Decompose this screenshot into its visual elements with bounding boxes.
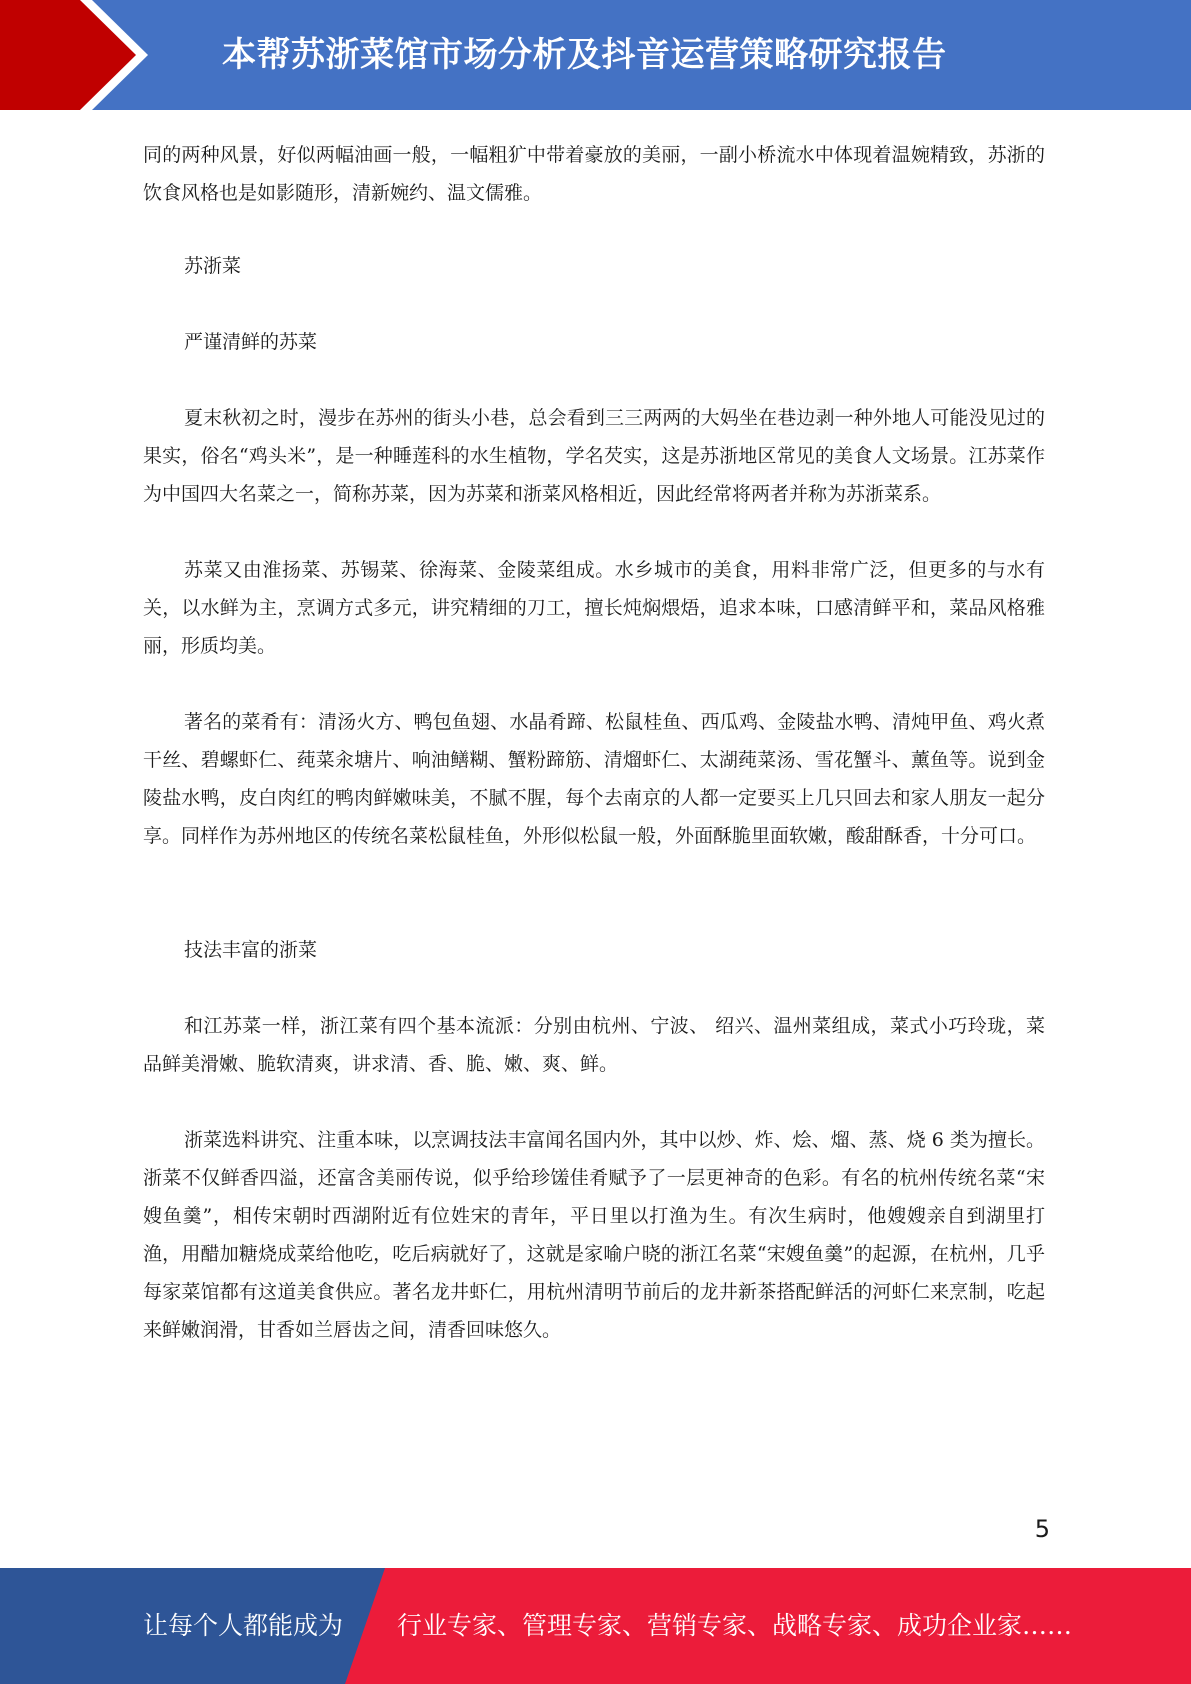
page-number: 5 <box>1034 1515 1050 1543</box>
header-band <box>0 0 1191 110</box>
section-heading: 苏浙菜 <box>184 255 242 277</box>
report-title: 本帮苏浙菜馆市场分析及抖音运营策略研究报告 <box>222 35 947 75</box>
body-paragraph: 苏菜又由淮扬菜、苏锡菜、徐海菜、金陵菜组成。水乡城市的美食，用料非常广泛，但更多的与水有关，以水鲜为主，烹调方式多元，讲究精细的刀工，擅长炖焖煨焐，追求本味，口感清鲜平和，菜品风格雅丽，形质均美。 <box>143 559 1045 657</box>
continuation-paragraph: 同的两种风景，好似两幅油画一般，一幅粗犷中带着豪放的美丽，一副小桥流水中体现着温婉精致，苏浙的饮食风格也是如影随形，清新婉约、温文儒雅。 <box>143 144 1045 204</box>
document-body <box>143 136 1045 1349</box>
footer-slogan-right: 行业专家、管理专家、营销专家、战略专家、成功企业家…… <box>397 1611 1073 1640</box>
footer-slogan-left: 让每个人都能成为 <box>143 1611 344 1640</box>
body-paragraph: 浙菜选料讲究、注重本味，以烹调技法丰富闻名国内外，其中以炒、炸、烩、熘、蒸、烧 6 类为擅长。浙菜不仅鲜香四溢，还富含美丽传说，似乎给珍馐佳肴赋予了一层更神奇的色彩。有名的杭州传统名菜“宋嫂鱼羹”，相传宋朝时西湖附近有位姓宋的青年，平日里以打渔为生。有次生病时，他嫂嫂亲自到湖里打渔，用醋加糖烧成菜给他吃，吃后病就好了，这就是家喻户晓的浙江名菜“宋嫂鱼羹”的起源，在杭州，几乎每家菜馆都有这道美食供应。著名龙井虾仁，用杭州清明节前后的龙井新茶搭配鲜活的河虾仁来烹制，吃起来鲜嫩润滑，甘香如兰唇齿之间，清香回味悠久。 <box>143 1129 1045 1341</box>
header-red-chevron <box>0 0 150 110</box>
subsection-heading: 技法丰富的浙菜 <box>184 939 318 961</box>
subsection-heading: 严谨清鲜的苏菜 <box>184 331 318 353</box>
body-paragraph: 夏末秋初之时，漫步在苏州的街头小巷，总会看到三三两两的大妈坐在巷边剥一种外地人可能没见过的果实，俗名“鸡头米”，是一种睡莲科的水生植物，学名芡实，这是苏浙地区常见的美食人文场景。江苏菜作为中国四大名菜之一，简称苏菜，因为苏菜和浙菜风格相近，因此经常将两者并称为苏浙菜系。 <box>143 407 1045 505</box>
body-paragraph: 著名的菜肴有：清汤火方、鸭包鱼翅、水晶肴蹄、松鼠桂鱼、西瓜鸡、金陵盐水鸭、清炖甲鱼、鸡火煮干丝、碧螺虾仁、莼菜汆塘片、响油鳝糊、蟹粉蹄筋、清熘虾仁、太湖莼菜汤、雪花蟹斗、薰鱼等。说到金陵盐水鸭，皮白肉红的鸭肉鲜嫩味美，不腻不腥，每个去南京的人都一定要买上几只回去和家人朋友一起分享。同样作为苏州地区的传统名菜松鼠桂鱼，外形似松鼠一般，外面酥脆里面软嫩，酸甜酥香，十分可口。 <box>143 711 1045 847</box>
body-paragraph: 和江苏菜一样，浙江菜有四个基本流派：分别由杭州、宁波、 绍兴、温州菜组成，菜式小巧玲珑，菜品鲜美滑嫩、脆软清爽，讲求清、香、脆、嫩、爽、鲜。 <box>143 1015 1045 1075</box>
footer-band <box>0 1568 1191 1684</box>
